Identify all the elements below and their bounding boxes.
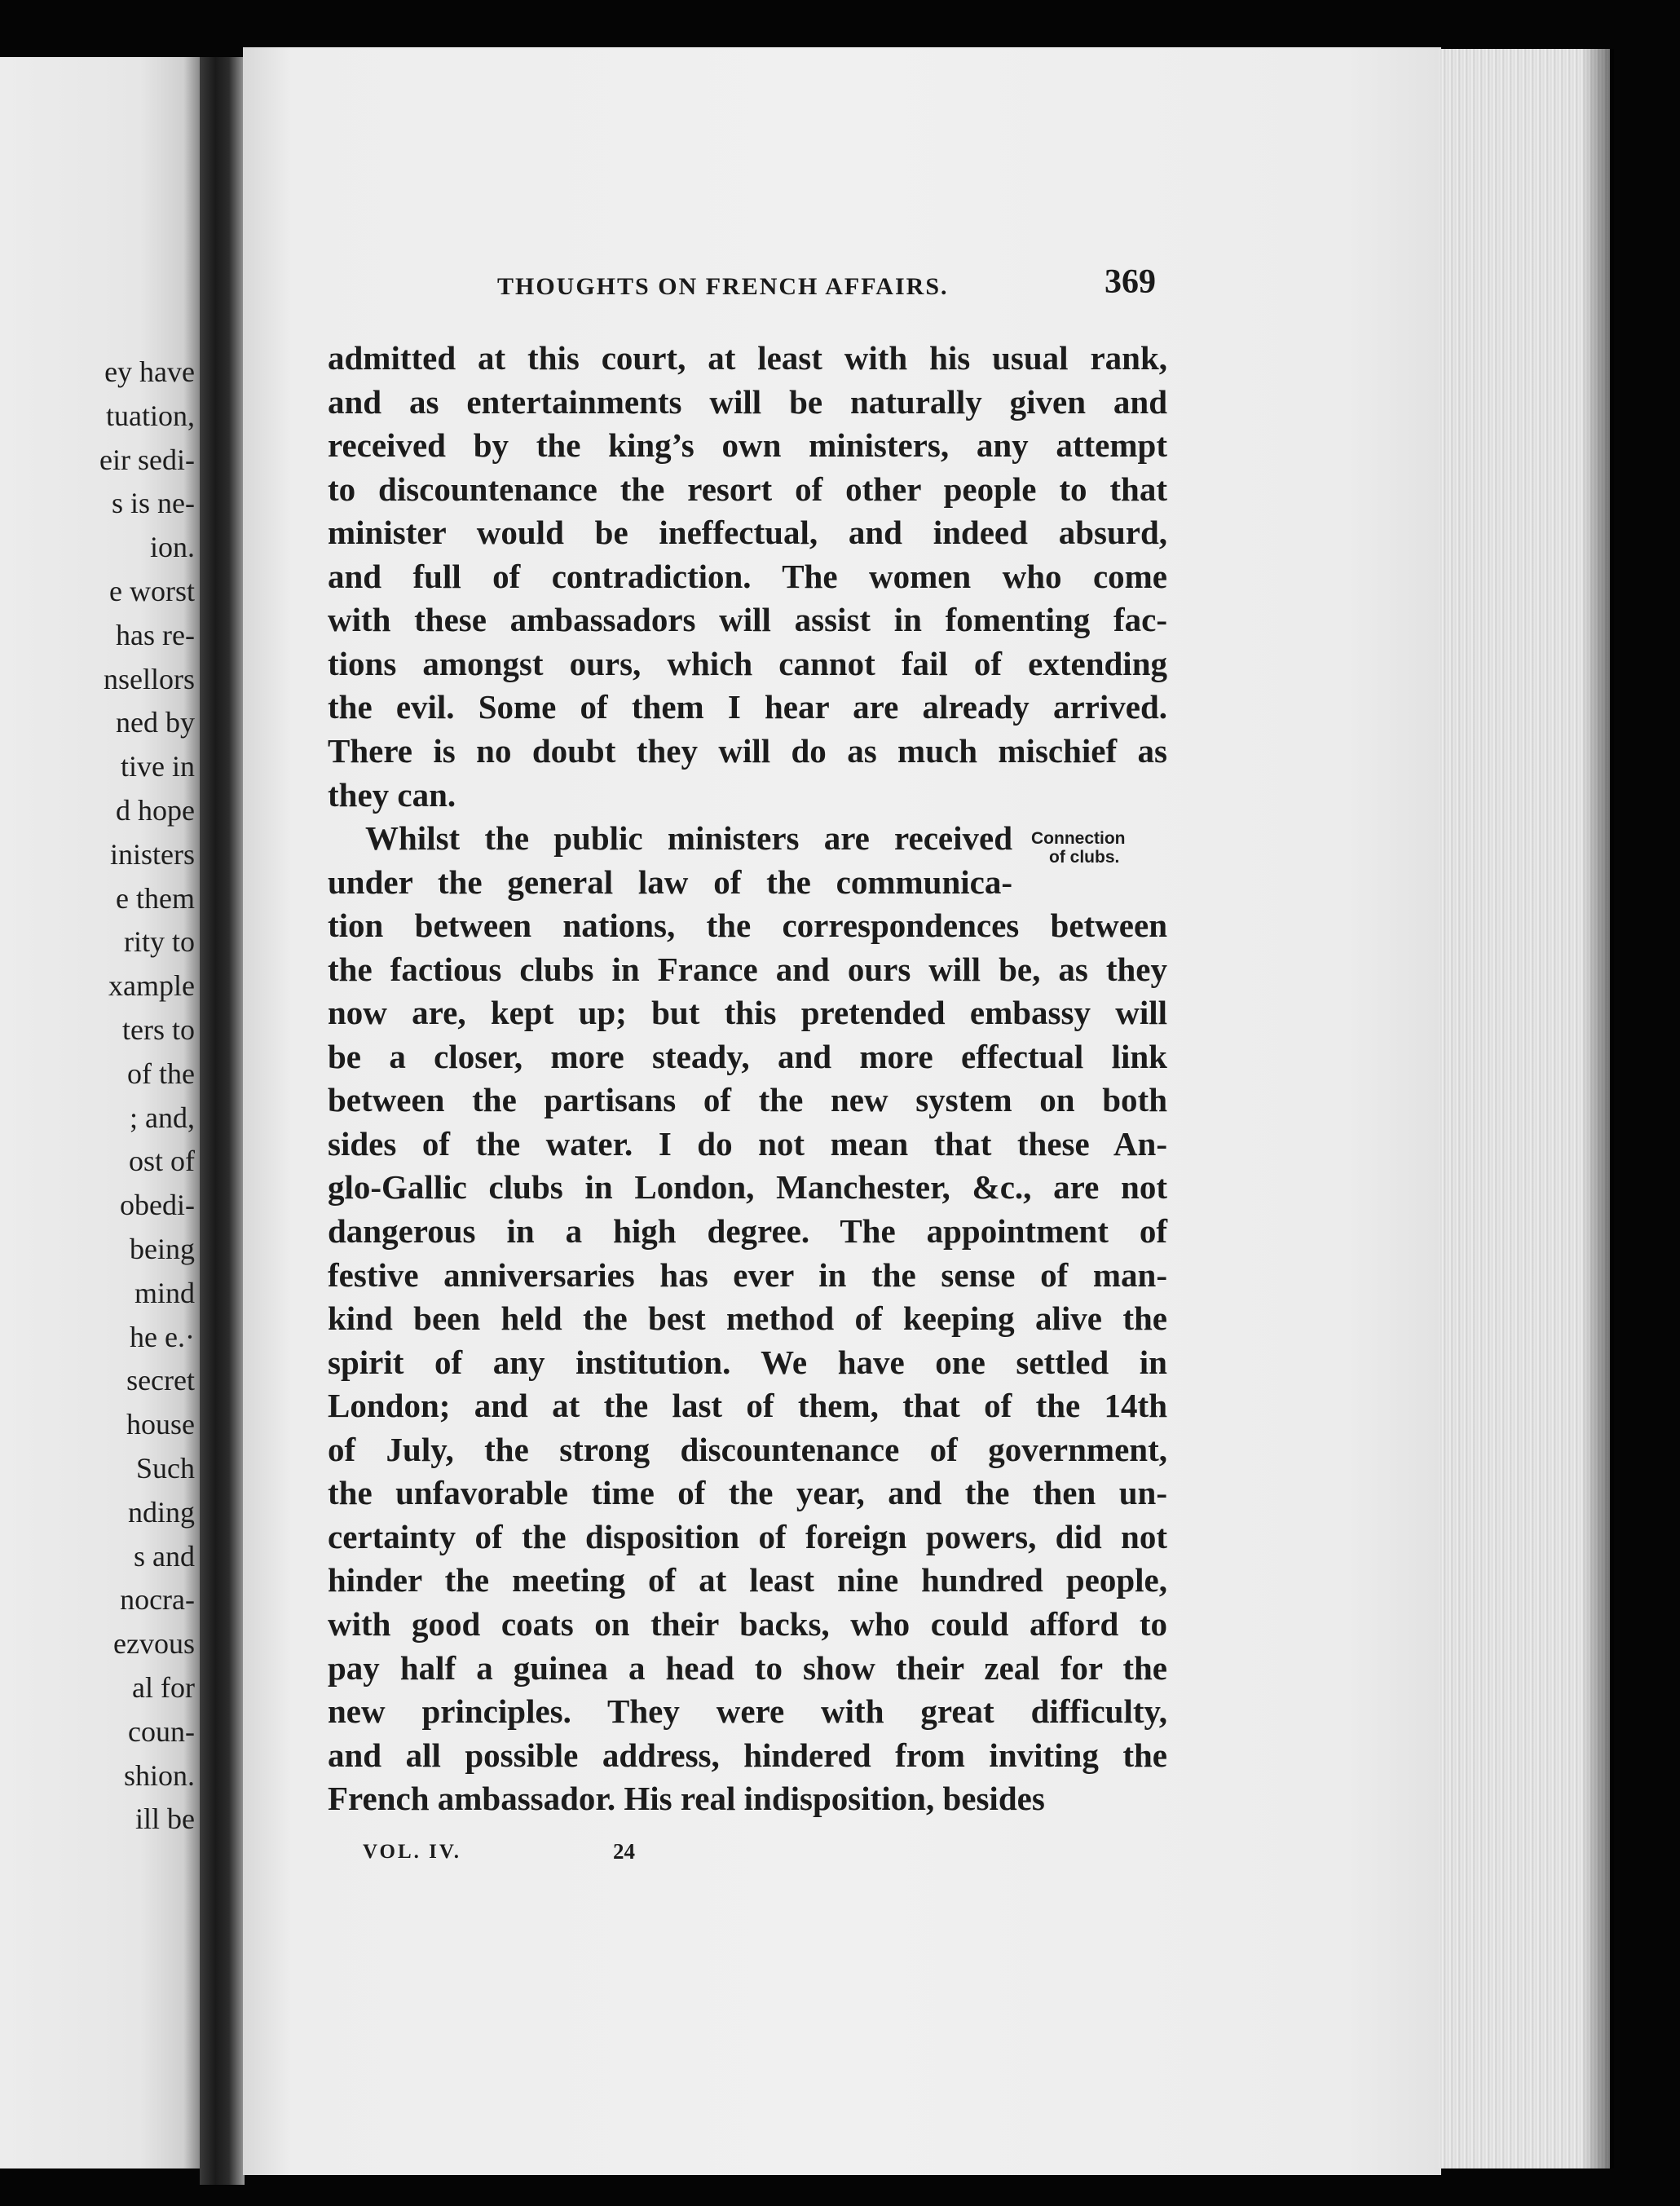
text-line: of July, the strong discountenance of government, (328, 1430, 1167, 1468)
text-line: be a closer, more steady, and more effectual link (328, 1037, 1167, 1075)
left-page-line: mind (134, 1276, 195, 1309)
left-page-line: ters to (122, 1013, 195, 1046)
text-line: and full of contradiction. The women who come (328, 557, 1167, 595)
left-page-line: inisters (110, 837, 195, 871)
book-gutter (200, 57, 245, 2185)
footer-signature-mark: 24 (613, 1839, 635, 1864)
left-page-line: e worst (109, 575, 195, 607)
left-page-line: nding (127, 1495, 195, 1529)
left-page-line: nsellors (104, 662, 195, 695)
left-page-line: coun- (128, 1714, 195, 1748)
left-page-line: d hope (116, 794, 195, 827)
text-line: French ambassador. His real indisposition, besides (328, 1780, 1045, 1818)
left-facing-page (0, 57, 200, 2168)
text-line: admitted at this court, at least with his usual rank, (328, 339, 1167, 377)
left-page-line: eir sedi- (99, 443, 195, 476)
text-line: and all possible address, hindered from inviting the (328, 1736, 1167, 1774)
text-line: sides of the water. I do not mean that these An- (328, 1124, 1167, 1163)
left-page-line: ion. (149, 531, 195, 564)
running-title: THOUGHTS ON FRENCH AFFAIRS. (497, 273, 949, 300)
text-line: pay half a guinea a head to show their zeal for the (328, 1648, 1167, 1687)
left-page-line: he e.· (130, 1320, 195, 1353)
left-page-line: xample (108, 969, 195, 1003)
left-page-line: ost of (129, 1145, 195, 1178)
left-page-line: nocra- (120, 1583, 195, 1617)
left-page-line: rity to (124, 925, 195, 959)
left-page-line: secret (126, 1364, 195, 1397)
text-line: now are, kept up; but this pretended embassy will (328, 994, 1167, 1032)
left-page-line: has re- (116, 618, 195, 651)
text-line: received by the king’s own ministers, any attempt (328, 426, 1167, 465)
left-page-line: ezvous (113, 1627, 195, 1661)
left-page-line: e them (116, 881, 195, 915)
text-line: minister would be ineffectual, and indeed absurd, (328, 514, 1167, 552)
text-line: certainty of the disposition of foreign powers, did not (328, 1517, 1167, 1555)
page-edges-shadow (1581, 49, 1614, 2168)
left-page-line: of the (127, 1057, 195, 1090)
page-number: 369 (1105, 263, 1156, 301)
text-line: and as entertainments will be naturally given and (328, 382, 1167, 421)
left-page-line: being (130, 1233, 195, 1265)
left-page-line: Such (136, 1452, 195, 1485)
text-line: between the partisans of the new system on both (328, 1081, 1167, 1119)
left-page-line: s is ne- (112, 487, 195, 520)
text-line: Whilst the public ministers are received (365, 819, 1012, 858)
text-line: the evil. Some of them I hear are already arrived. (328, 688, 1167, 726)
text-line: tions amongst ours, which cannot fail of extending (328, 644, 1167, 682)
text-line: festive anniversaries has ever in the sense of man- (328, 1255, 1167, 1294)
text-line: tion between nations, the correspondences between (328, 907, 1167, 945)
left-page-line: ned by (116, 706, 195, 739)
text-line: they can. (328, 775, 456, 814)
text-line: London; and at the last of them, that of the 14th (328, 1387, 1167, 1425)
left-page-line: house (126, 1408, 195, 1441)
left-page-line: shion. (123, 1758, 195, 1792)
text-line: dangerous in a high degree. The appointment of (328, 1212, 1167, 1250)
left-page-line: tuation, (106, 399, 195, 432)
text-line: spirit of any institution. We have one settled in (328, 1343, 1167, 1381)
text-line: the factious clubs in France and ours will be, as they (328, 950, 1167, 988)
left-page-line: s and (134, 1539, 195, 1573)
text-line: to discountenance the resort of other people to that (328, 470, 1167, 508)
left-page-line: ill be (135, 1802, 195, 1836)
text-line: new principles. They were with great difficulty, (328, 1692, 1167, 1731)
text-line: with good coats on their backs, who could afford to (328, 1604, 1167, 1643)
left-page-line: tive in (121, 750, 195, 783)
text-line: with these ambassadors will assist in fomenting fac- (328, 601, 1167, 639)
text-line: the unfavorable time of the year, and the then un- (328, 1474, 1167, 1512)
left-page-line: ; and, (130, 1101, 195, 1134)
text-line: kind been held the best method of keeping alive the (328, 1299, 1167, 1338)
left-page-line: ey have (104, 355, 195, 388)
text-line: under the general law of the communica- (328, 863, 1012, 901)
marginal-note-line-1: Connection (1031, 829, 1126, 848)
left-page-line: al for (132, 1671, 195, 1704)
text-line: glo-Gallic clubs in London, Manchester, &c., are not (328, 1168, 1167, 1207)
text-line: There is no doubt they will do as much mischief as (328, 731, 1167, 770)
left-page-line: obedi- (120, 1189, 195, 1222)
text-line: hinder the meeting of at least nine hundred people, (328, 1561, 1167, 1599)
marginal-note (1031, 829, 1153, 867)
footer-volume: VOL. IV. (363, 1841, 461, 1863)
marginal-note-line-2: of clubs. (1049, 848, 1120, 867)
